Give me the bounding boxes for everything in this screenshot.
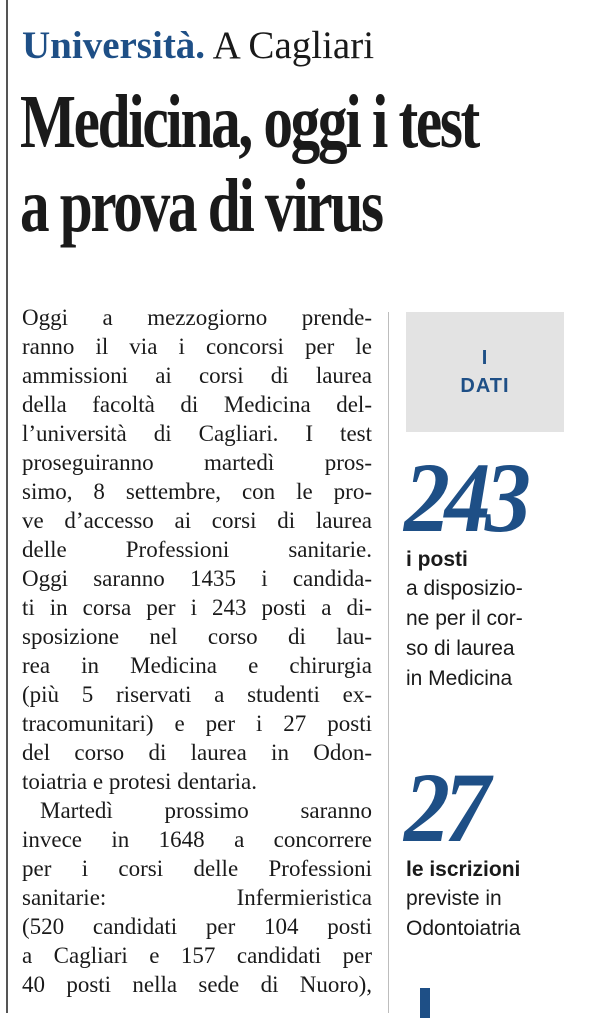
body-line: rea in Medicina e chirurgia [22,653,372,678]
body-line: sanitarie: Infermieristica [22,885,372,910]
stat-number-fragment [420,988,430,1018]
body-line: simo, 8 settembre, con le pro- [22,479,372,504]
body-line: tracomunitari) e per i 27 posti [22,711,372,736]
data-sidebar [404,312,564,940]
stat-posti [404,442,536,694]
body-line: a Cagliari e 157 candidati per [22,943,372,968]
stat-desc-line: previste in [406,887,502,910]
body-line: del corso di laurea in Odon- [22,740,372,765]
headline [20,80,478,248]
stat-desc-line: so di laurea [406,637,515,660]
body-line: 40 posti nella sede di Nuoro), [22,972,372,997]
body-line: delle Professioni sanitarie. [22,537,372,562]
body-line: proseguiranno martedì pros- [22,450,372,475]
dati-box-line-2: DATI [460,375,510,397]
kicker-place: A Cagliari [212,24,375,67]
stat-desc-line: ne per il cor- [406,607,523,630]
body-line: (più 5 riservati a studenti ex- [22,682,372,707]
headline-line-1: Medicina, oggi i test [20,80,478,164]
stat-description [406,574,536,694]
stat-label: i posti [406,548,468,571]
body-line: (520 candidati per 104 posti [22,914,372,939]
body-line: ti in corsa per i 243 posti a di- [22,595,372,620]
kicker [22,24,374,68]
left-column-rule [6,0,8,1013]
body-line: ranno il via i concorsi per le [22,334,372,359]
sidebar-divider [388,312,389,1013]
body-line: sposizione nel corso di lau- [22,624,372,649]
body-line: della facoltà di Medicina del- [22,392,372,417]
body-line: l’università di Cagliari. I test [22,421,372,446]
body-line: Oggi a mezzogiorno prende- [22,305,372,330]
stat-number: 27 [404,752,485,863]
stat-number: 243 [404,442,526,553]
stat-iscrizioni [404,752,521,944]
dati-box-line-1: I [481,347,489,369]
body-line: Oggi saranno 1435 i candida- [22,566,372,591]
dati-box [406,312,564,432]
stat-label: le iscrizioni [406,858,521,881]
kicker-tag: Università. [22,24,206,67]
stat-desc-line: in Medicina [406,667,513,690]
body-line: Martedì prossimo saranno [40,798,372,823]
stat-desc-line: Odontoiatria [406,917,521,940]
stat-description [406,884,520,944]
headline-line-2: a prova di virus [20,164,382,248]
stat-desc-line: a disposizio- [406,577,523,600]
body-line: invece in 1648 a concorrere [22,827,372,852]
article-body [22,303,372,999]
body-line: per i corsi delle Professioni [22,856,372,881]
body-line: toiatria e protesi dentaria. [22,769,258,794]
body-line: ve d’accesso ai corsi di laurea [22,508,372,533]
body-line: ammissioni ai corsi di laurea [22,363,372,388]
